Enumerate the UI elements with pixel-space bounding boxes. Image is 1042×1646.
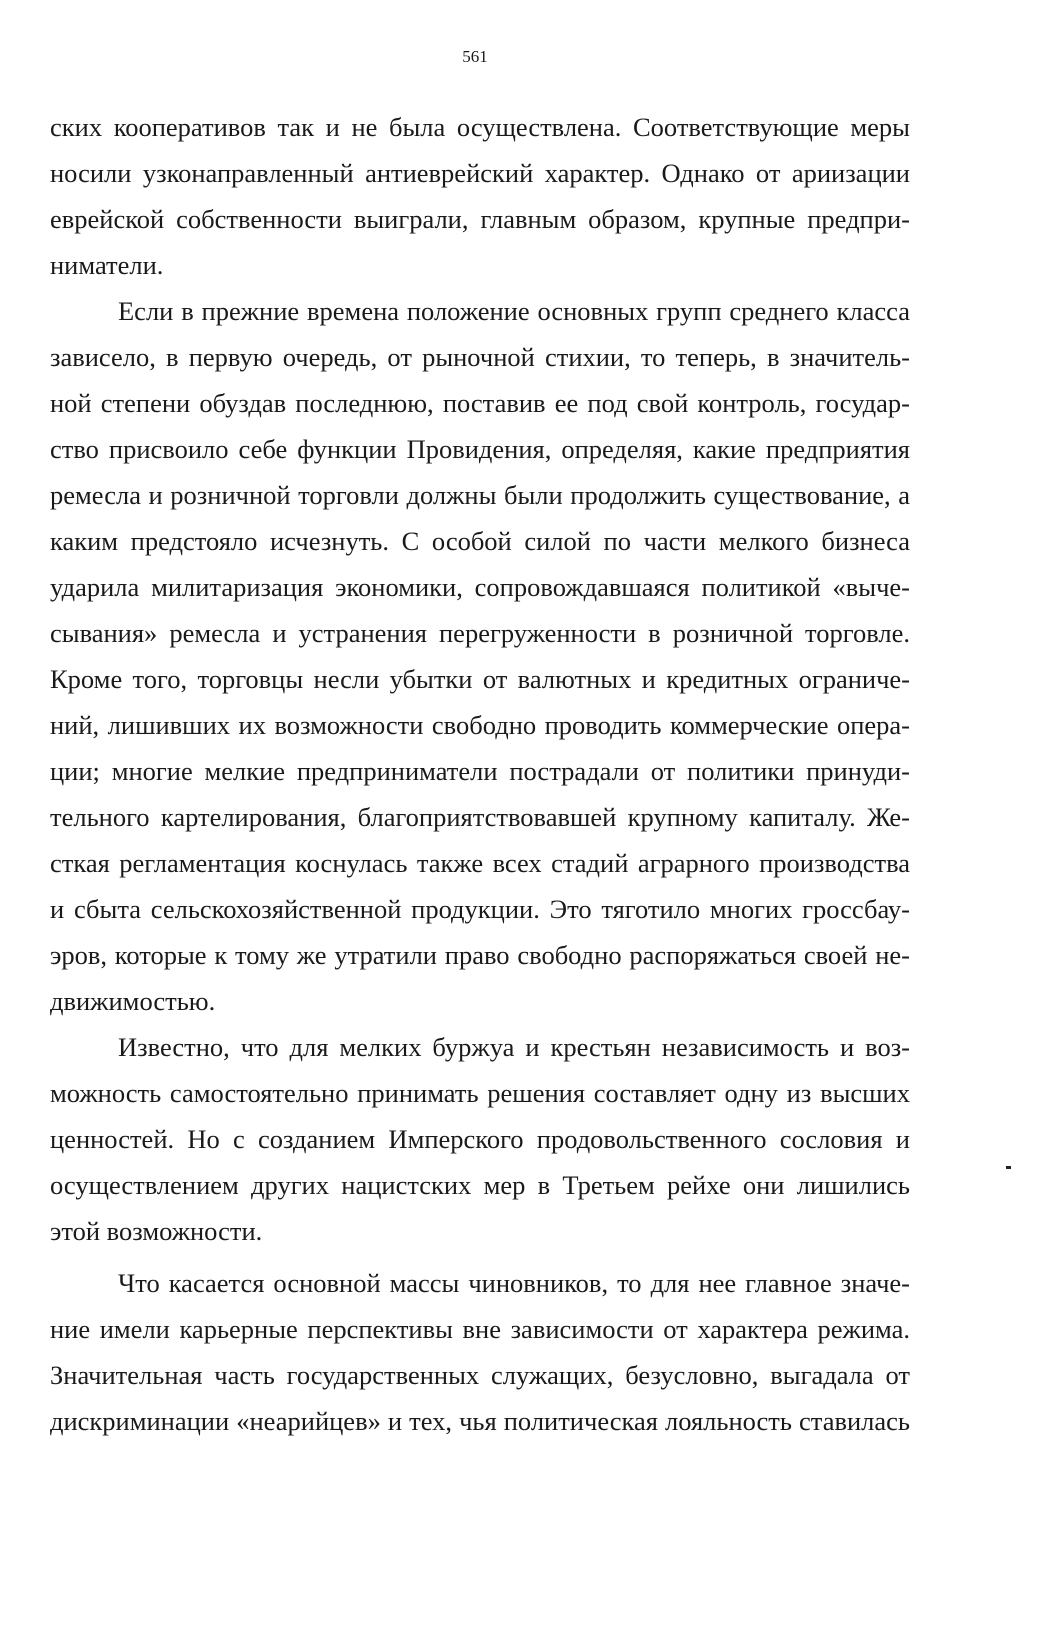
text-line: ние имели карьерные перспективы вне зависимости от характера режима. [50,1314,910,1344]
text-line: ство присвоило себе функции Провидения, определяя, какие предприятия [50,434,910,464]
text-line: ремесла и розничной торговли должны были продолжить существование, а [50,480,910,510]
text-line: этой возможности. [50,1216,263,1246]
text-line: сывания» ремесла и устранения перегруженности в розничной торговле. [50,618,910,648]
text-line: движимостью. [50,986,216,1016]
text-line: ниматели. [50,250,164,280]
text-line: дискриминации «неарийцев» и тех, чья политическая лояльность ставилась [50,1406,910,1436]
text-line: осуществлением других нацистских мер в Третьем рейхе они лишились [50,1170,910,1200]
text-line: ции; многие мелкие предприниматели пострадали от политики принуди- [50,756,910,786]
text-line: еврейской собственности выиграли, главным образом, крупные предпри- [50,204,910,234]
text-line: Известно, что для мелких буржуа и крестьян независимость и воз- [118,1032,910,1062]
text-line: Кроме того, торговцы несли убытки от валютных и кредитных ограниче- [50,664,910,694]
text-line: зависело, в первую очередь, от рыночной стихии, то теперь, в значитель- [50,342,910,372]
text-line: ний, лишивших их возможности свободно проводить коммерческие опера- [50,710,910,740]
text-line: и сбыта сельскохозяйственной продукции. Это тяготило многих гроссбау- [50,894,910,924]
text-line: тельного картелирования, благоприятствовавшей крупному капиталу. Же- [50,802,910,832]
scan-mark [1006,1166,1011,1169]
text-line: эров, которые к тому же утратили право свободно распоряжаться своей не- [50,940,910,970]
text-line: ударила милитаризация экономики, сопровождавшаяся политикой «выче- [50,572,910,602]
text-line: Что касается основной массы чиновников, то для нее главное значе- [118,1268,910,1298]
text-line: ной степени обуздав последнюю, поставив ее под свой контроль, государ- [50,388,910,418]
text-line: Если в прежние времена положение основных групп среднего класса [118,296,910,326]
text-line: каким предстояло исчезнуть. С особой силой по части мелкого бизнеса [50,526,910,556]
text-line: носили узконаправленный антиеврейский характер. Однако от ариизации [50,158,910,188]
text-line: сткая регламентация коснулась также всех стадий аграрного производства [50,848,910,878]
text-line: ценностей. Но с созданием Имперского продовольственного сословия и [50,1124,910,1154]
text-line: Значительная часть государственных служащих, безусловно, выгадала от [50,1360,910,1390]
page-number: 561 [462,47,488,66]
text-line: ских кооперативов так и не была осуществлена. Соответствующие меры [50,112,910,142]
text-line: можность самостоятельно принимать решения составляет одну из высших [50,1078,910,1108]
